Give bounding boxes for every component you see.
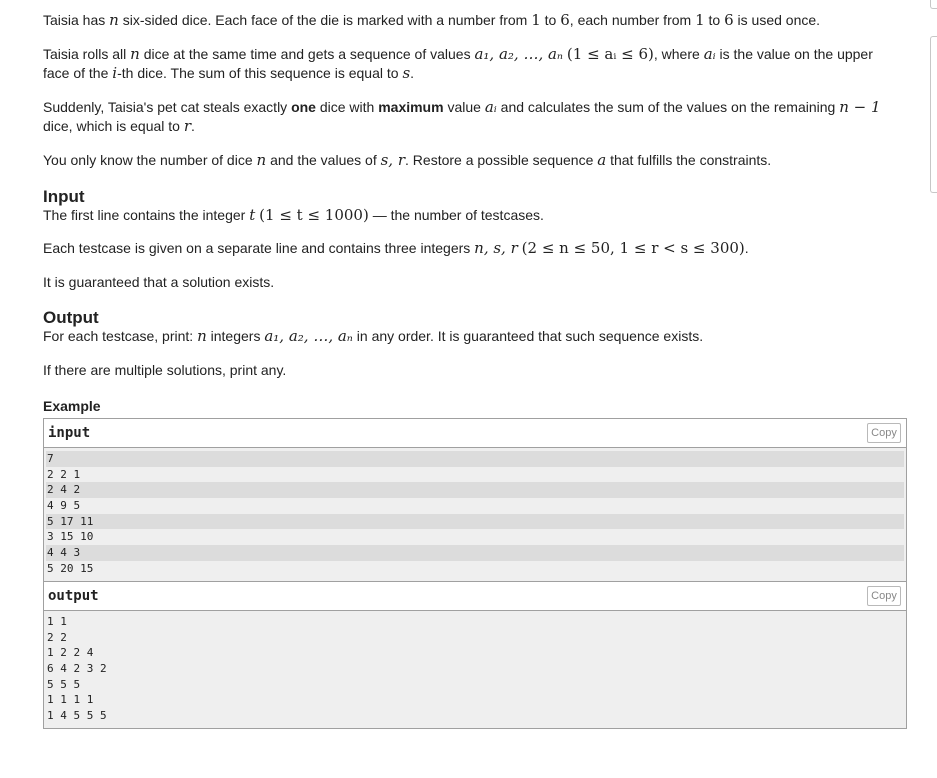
input-line: 4 4 3 <box>46 545 904 561</box>
input-line: 7 <box>46 451 904 467</box>
statement-paragraph-1: Taisia has n six-sided dice. Each face of the die is marked with a number from 1 to 6, each number from 1 to 6 is used once. <box>43 11 821 29</box>
statement-paragraph-3: Suddenly, Taisia's pet cat steals exactly one dice with maximum value aᵢ and calculates the sum of the values on the remaining n − 1 <box>43 98 881 116</box>
example-output-header <box>44 582 906 611</box>
input-line: 4 9 5 <box>47 499 81 513</box>
example-input-header <box>44 419 906 448</box>
output-paragraph-2: If there are multiple solutions, print any. <box>43 362 287 378</box>
example-input-box <box>43 418 907 582</box>
output-line: 1 2 2 4 <box>47 646 94 660</box>
input-line: 3 15 10 <box>47 530 94 544</box>
input-paragraph-1: The first line contains the integer t (1 ≤ t ≤ 1000) — the number of testcases. <box>43 206 544 224</box>
output-line: 1 4 5 5 5 <box>47 709 107 723</box>
example-output-label: output <box>48 588 99 604</box>
output-line: 1 1 <box>47 615 67 628</box>
statement-paragraph-2-line-2: face of the i-th dice. The sum of this sequence is equal to s. <box>43 64 415 82</box>
input-paragraph-3: It is guaranteed that a solution exists. <box>43 274 275 290</box>
output-line: 6 4 2 3 2 <box>47 662 107 676</box>
example-input-label: input <box>48 425 91 441</box>
statement-paragraph-4: You only know the number of dice n and the values of s, r. Restore a possible sequence a that fulfills the constraints. <box>43 151 772 169</box>
example-title: Example <box>43 398 101 414</box>
example-output-content[interactable] <box>44 611 906 728</box>
input-section-title: Input <box>43 187 85 206</box>
output-paragraph-1: For each testcase, print: n integers a₁, a₂, …, aₙ in any order. It is guaranteed that such sequence exists. <box>43 327 704 345</box>
output-line: 5 5 5 <box>47 677 81 691</box>
input-line: 2 4 2 <box>46 482 904 498</box>
input-line: 2 2 1 <box>47 467 81 481</box>
copy-output-button[interactable]: Copy <box>867 586 901 606</box>
statement-paragraph-3-line-2: dice, which is equal to r. <box>43 117 195 135</box>
example-output-box <box>43 581 907 729</box>
input-paragraph-2: Each testcase is given on a separate line and contains three integers n, s, r (2 ≤ n ≤ 50, 1 ≤ r < s ≤ 300). <box>43 239 749 257</box>
input-line: 5 17 11 <box>46 514 904 530</box>
scroll-edge-top <box>930 0 937 9</box>
copy-input-button[interactable]: Copy <box>867 423 901 443</box>
output-line: 1 1 1 1 <box>47 693 94 707</box>
side-panel-edge <box>930 36 937 193</box>
output-line: 2 2 <box>47 630 67 644</box>
output-section-title: Output <box>43 308 99 327</box>
example-input-content[interactable] <box>44 448 906 581</box>
statement-paragraph-2: Taisia rolls all n dice at the same time and gets a sequence of values a₁, a₂, …, aₙ (1 ≤ aᵢ ≤ 6), where aᵢ is the value on the upper <box>43 45 873 63</box>
input-line: 5 20 15 <box>47 561 94 575</box>
